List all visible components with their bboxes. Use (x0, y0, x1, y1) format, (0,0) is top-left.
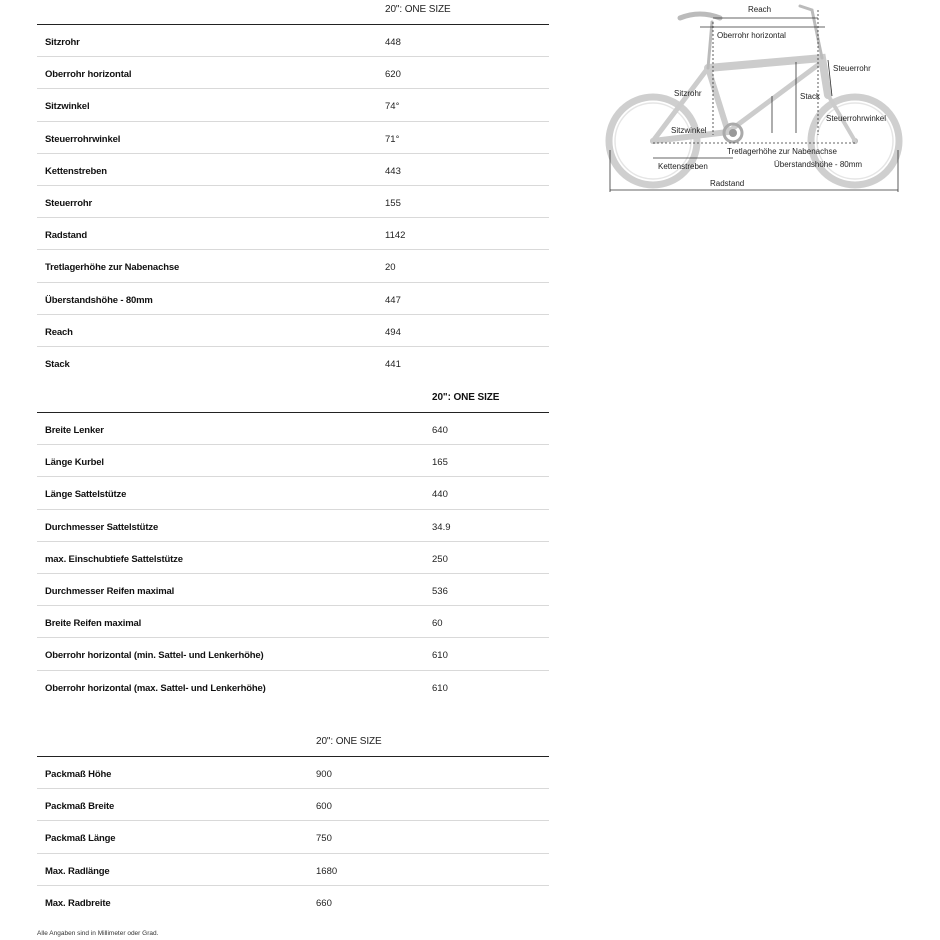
table-row (37, 89, 549, 121)
footnote: Alle Angaben sind in Millimeter oder Grad. (37, 930, 159, 937)
table-row (37, 445, 549, 477)
row-value: 1142 (385, 230, 406, 242)
table-row (37, 25, 549, 57)
row-value: 610 (432, 682, 448, 694)
table-row (37, 154, 549, 186)
row-label: Radstand (45, 230, 88, 242)
row-value: 448 (385, 37, 401, 48)
label-tretlagerhoehe: Tretlagerhöhe zur Nabenachse (727, 147, 837, 156)
row-label: Packmaß Länge (45, 833, 116, 845)
table-row (37, 886, 549, 918)
row-value: 1680 (316, 865, 338, 877)
label-sitzwinkel: Sitzwinkel (671, 126, 707, 135)
row-label: Durchmesser Sattelstütze (45, 521, 159, 533)
row-value: 441 (385, 358, 401, 370)
row-label: Länge Kurbel (45, 457, 104, 469)
row-label: Überstandshöhe - 80mm (45, 294, 153, 306)
table-row (37, 821, 549, 853)
label-ueberstandshoehe: Überstandshöhe - 80mm (774, 160, 863, 169)
row-label: Max. Radbreite (45, 897, 111, 909)
size-header: 20": ONE SIZE (432, 392, 500, 403)
components-table-header (37, 388, 549, 413)
table-row (37, 283, 549, 315)
row-label: Breite Lenker (45, 425, 104, 436)
row-label: Tretlagerhöhe zur Nabenachse (45, 262, 180, 274)
row-value: 34.9 (432, 521, 451, 533)
geometry-table (37, 0, 549, 379)
row-label: Oberrohr horizontal (45, 69, 132, 81)
table-row (37, 315, 549, 347)
label-reach: Reach (748, 5, 772, 14)
label-oberrohr-horizontal: Oberrohr horizontal (717, 31, 786, 40)
table-row (37, 218, 549, 250)
row-label: Packmaß Höhe (45, 769, 112, 780)
row-label: Länge Sattelstütze (45, 489, 127, 501)
row-label: Sitzrohr (45, 37, 80, 48)
row-value: 620 (385, 69, 401, 81)
row-label: Oberrohr horizontal (min. Sattel- und Lenkerhöhe) (45, 650, 264, 662)
components-table (37, 388, 549, 703)
table-row (37, 347, 549, 379)
table-row (37, 757, 549, 789)
row-label: Sitzwinkel (45, 101, 90, 113)
row-value: 610 (432, 650, 448, 662)
row-label: Kettenstreben (45, 165, 107, 177)
table-row (37, 413, 549, 445)
row-value: 440 (432, 489, 448, 501)
row-value: 60 (432, 618, 443, 630)
table-row (37, 671, 549, 703)
row-value: 494 (385, 326, 401, 338)
row-value: 660 (316, 897, 332, 909)
row-value: 250 (432, 553, 448, 565)
row-label: Stack (45, 358, 70, 370)
row-label: Breite Reifen maximal (45, 618, 142, 630)
packing-table (37, 732, 549, 918)
label-steuerrohrwinkel: Steuerrohrwinkel (826, 114, 887, 123)
label-kettenstreben: Kettenstreben (658, 162, 708, 171)
bike-geometry-diagram (600, 0, 910, 200)
label-stack: Stack (800, 92, 821, 101)
label-radstand: Radstand (710, 179, 745, 188)
label-steuerrohr: Steuerrohr (833, 64, 871, 73)
size-header: 20": ONE SIZE (316, 736, 382, 747)
table-row (37, 574, 549, 606)
row-value: 900 (316, 769, 332, 780)
row-label: Steuerrohrwinkel (45, 133, 121, 145)
row-value: 447 (385, 294, 401, 306)
geometry-table-header (37, 0, 549, 25)
bike-frame (653, 6, 855, 142)
row-value: 155 (385, 197, 401, 209)
row-value: 640 (432, 425, 448, 436)
size-header: 20": ONE SIZE (385, 4, 451, 15)
row-label: Reach (45, 326, 73, 338)
row-label: Durchmesser Reifen maximal (45, 585, 175, 597)
table-row (37, 57, 549, 89)
row-label: Max. Radlänge (45, 865, 110, 877)
table-row (37, 477, 549, 509)
row-label: Oberrohr horizontal (max. Sattel- und Lenkerhöhe) (45, 682, 266, 694)
table-row (37, 250, 549, 282)
row-label: max. Einschubtiefe Sattelstütze (45, 553, 183, 565)
row-value: 750 (316, 833, 332, 845)
packing-table-header (37, 732, 549, 757)
row-value: 165 (432, 457, 448, 469)
row-label: Steuerrohr (45, 197, 93, 209)
row-label: Packmaß Breite (45, 801, 115, 813)
table-row (37, 186, 549, 218)
table-row (37, 122, 549, 154)
row-value: 443 (385, 165, 401, 177)
label-sitzrohr: Sitzrohr (674, 89, 702, 98)
row-value: 71° (385, 133, 400, 145)
components-table-body (37, 413, 549, 703)
table-row (37, 606, 549, 638)
row-value: 600 (316, 801, 332, 813)
bike-diagram-svg (600, 0, 910, 200)
row-value: 20 (385, 262, 396, 274)
packing-table-body (37, 757, 549, 918)
geometry-table-body (37, 25, 549, 379)
table-row (37, 638, 549, 670)
table-row (37, 542, 549, 574)
row-value: 536 (432, 585, 448, 597)
table-row (37, 789, 549, 821)
row-value: 74° (385, 101, 400, 113)
table-row (37, 510, 549, 542)
table-row (37, 854, 549, 886)
